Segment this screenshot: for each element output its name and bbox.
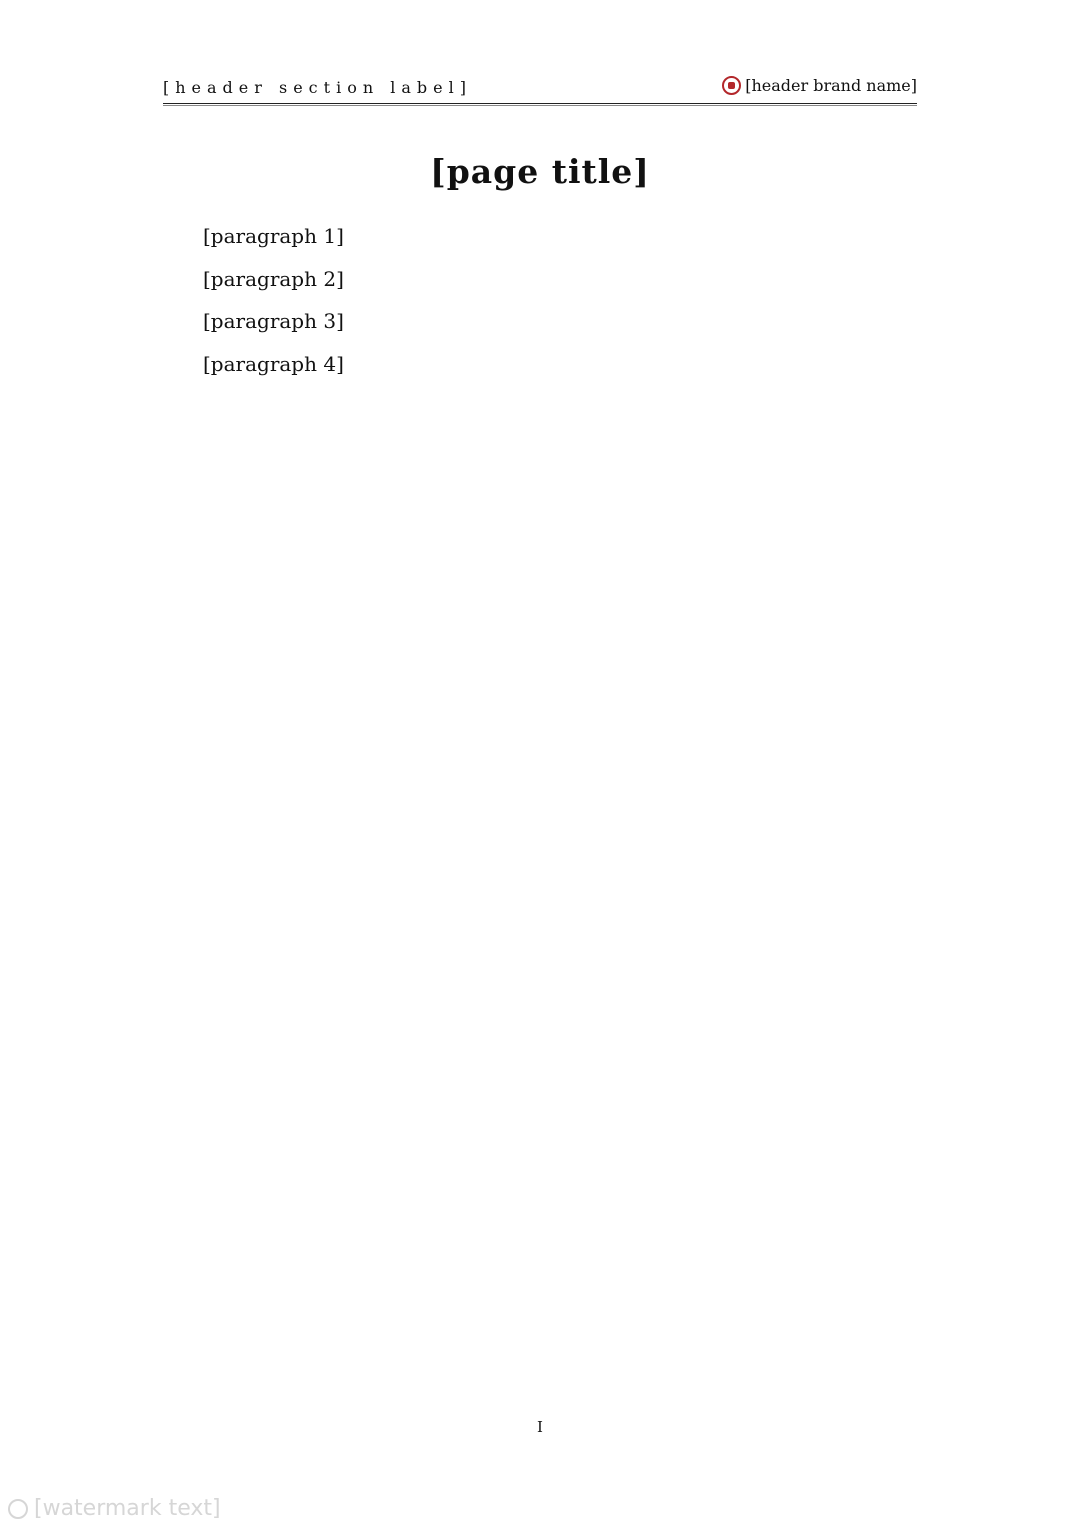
header-brand	[722, 76, 917, 95]
header-brand-name: [header brand name]	[745, 76, 917, 95]
header-section-label: [header section label]	[163, 78, 472, 97]
body-text	[163, 215, 917, 385]
header-rule	[163, 103, 917, 106]
paragraph: [paragraph 4]	[203, 351, 344, 376]
page-title: [page title]	[430, 152, 650, 192]
page-header	[163, 76, 917, 102]
brand-logo-icon	[722, 76, 741, 95]
watermark	[8, 1496, 221, 1521]
page-number: I	[537, 1418, 543, 1436]
paragraph: [paragraph 1]	[203, 224, 344, 248]
paragraph: [paragraph 3]	[203, 309, 344, 333]
watermark-icon	[8, 1499, 28, 1519]
paragraph: [paragraph 2]	[203, 266, 344, 291]
watermark-text: [watermark text]	[34, 1496, 221, 1521]
